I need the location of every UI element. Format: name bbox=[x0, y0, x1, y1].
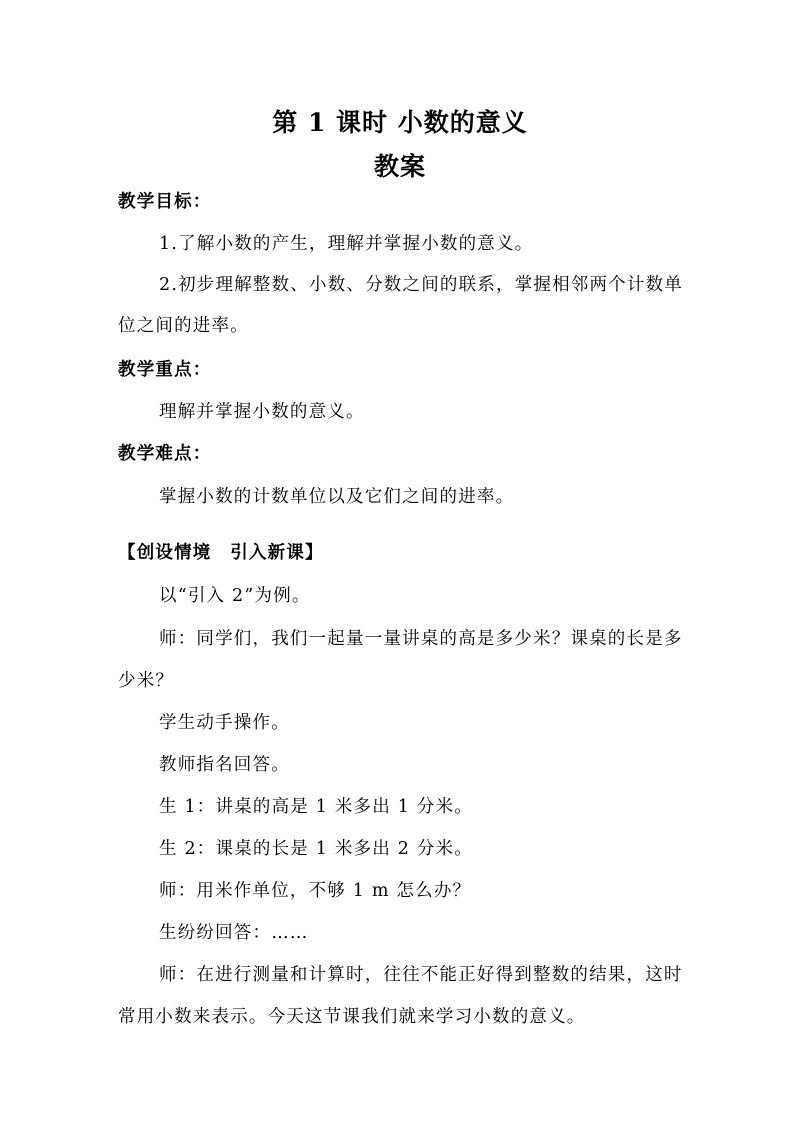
teacher-summary-line-1: 师：在进行测量和计算时，往往不能正好得到整数的结果，这时 bbox=[159, 965, 683, 985]
student-2-answer: 生 2：课桌的长是 1 米多出 2 分米。 bbox=[159, 839, 473, 859]
difficulties-heading: 教学难点： bbox=[118, 444, 212, 464]
key-points-text: 理解并掌握小数的意义。 bbox=[159, 402, 365, 422]
teacher-question-line-1: 师：同学们，我们一起量一量讲桌的高是多少米？课桌的长是多 bbox=[159, 629, 683, 649]
difficulties-text: 掌握小数的计数单位以及它们之间的进率。 bbox=[159, 487, 515, 507]
objectives-heading: 教学目标： bbox=[118, 192, 212, 212]
key-points-heading: 教学重点： bbox=[118, 360, 212, 380]
objective-item-1: 1.了解小数的产生，理解并掌握小数的意义。 bbox=[159, 234, 534, 254]
student-operation: 学生动手操作。 bbox=[159, 713, 290, 733]
students-respond: 生纷纷回答：…… bbox=[159, 923, 309, 943]
teacher-unit-question: 师：用米作单位，不够 1 m 怎么办？ bbox=[159, 881, 472, 901]
lesson-subtitle: 教案 bbox=[373, 152, 426, 181]
teacher-calls-students: 教师指名回答。 bbox=[159, 755, 290, 775]
lesson-title: 第 1 课时 小数的意义 bbox=[272, 108, 528, 137]
teacher-question-line-2: 少米？ bbox=[118, 671, 175, 691]
paragraph-intro-example: 以“引入 2”为例。 bbox=[159, 586, 311, 606]
teacher-summary-line-2: 常用小数来表示。今天这节课我们就来学习小数的意义。 bbox=[118, 1007, 586, 1027]
objective-item-2-line-1: 2.初步理解整数、小数、分数之间的联系，掌握相邻两个计数单 bbox=[159, 275, 683, 295]
student-1-answer: 生 1：讲桌的高是 1 米多出 1 分米。 bbox=[159, 797, 473, 817]
section-heading: 【创设情境 引入新课】 bbox=[118, 543, 324, 563]
objective-item-2-line-2: 位之间的进率。 bbox=[118, 316, 249, 336]
